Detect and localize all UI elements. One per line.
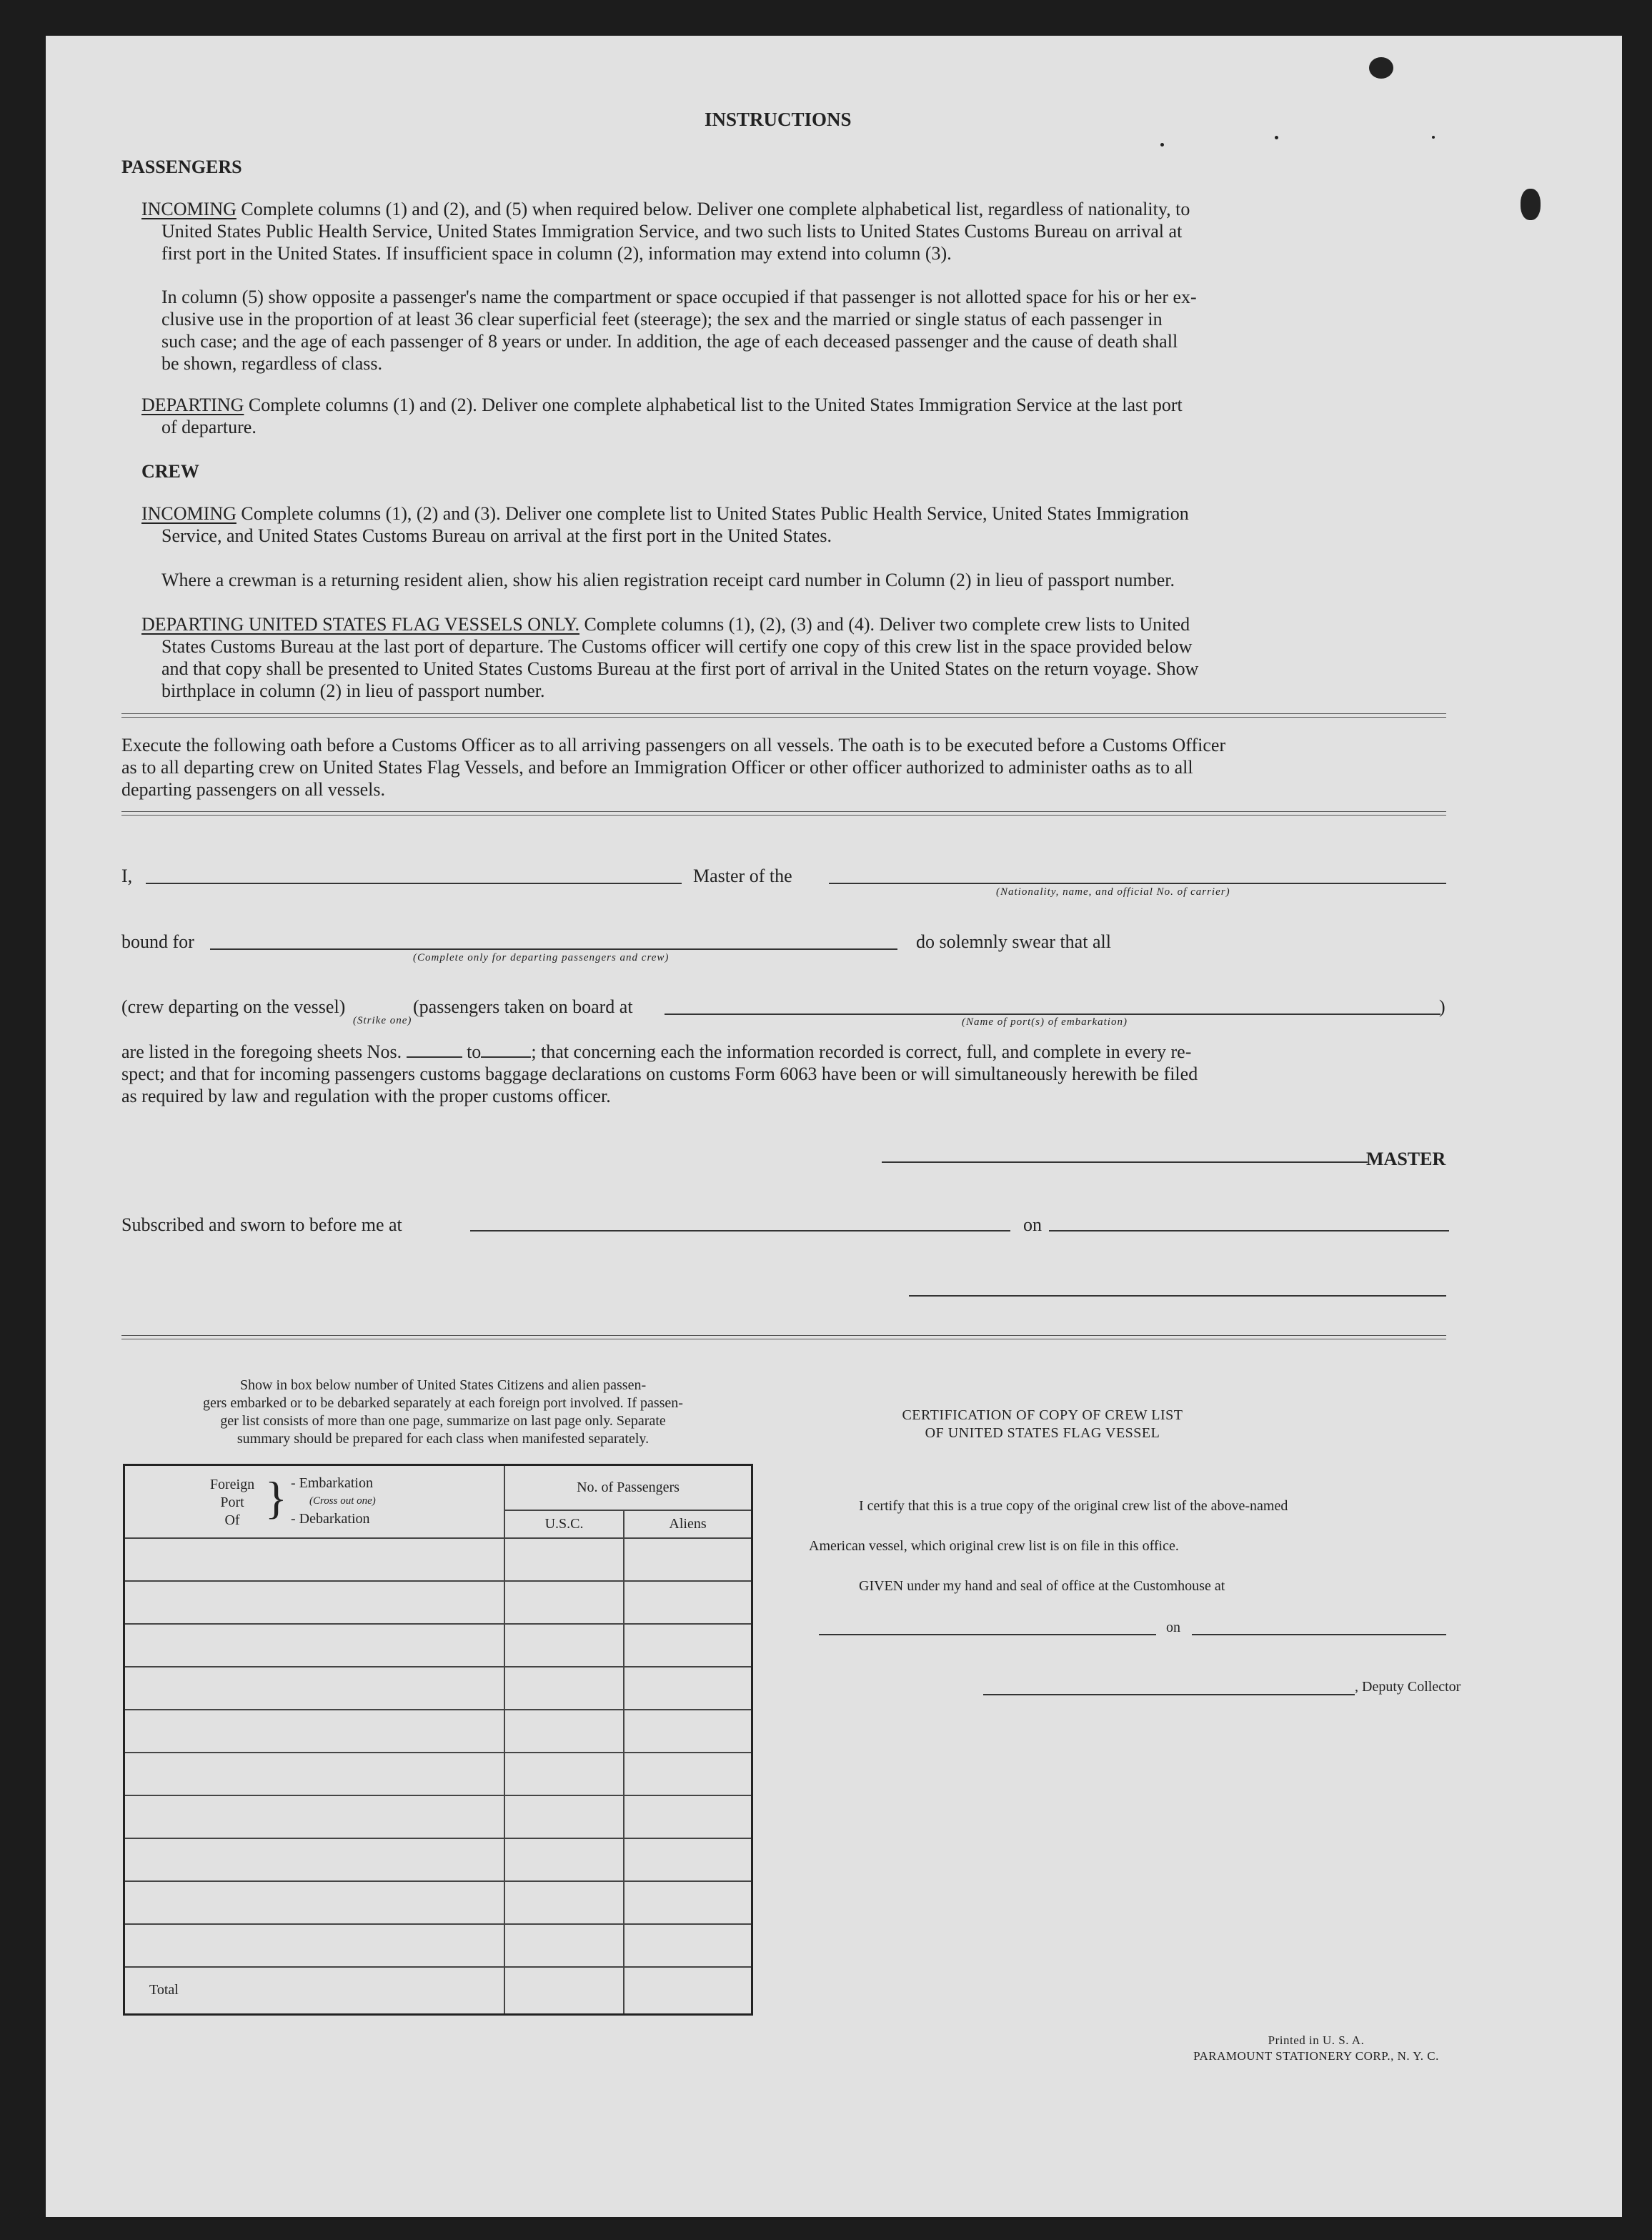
printer-imprint: Printed in U. S. A. PARAMOUNT STATIONERY CORP., N. Y. C. (1193, 2033, 1439, 2063)
sheet-to-field[interactable] (481, 1056, 531, 1058)
bound-for-label: bound for (121, 931, 194, 952)
crew-departing-label: DEPARTING UNITED STATES FLAG VESSELS ONLY. (141, 614, 579, 635)
aliens-cell[interactable] (624, 1753, 752, 1795)
resident-alien-note: Where a crewman is a returning resident alien, show his alien registration receipt card number in Column (2) in lieu of passport number. (161, 570, 1175, 590)
certification-title: CERTIFICATION OF COPY OF CREW LIST OF UNITED STATES FLAG VESSEL (902, 1407, 1183, 1441)
aliens-cell[interactable] (624, 1581, 752, 1624)
crew-departing-option: (crew departing on the vessel) (121, 996, 346, 1017)
carrier-caption: (Nationality, name, and official No. of carrier) (996, 886, 1230, 898)
table-row (124, 1581, 752, 1624)
master-name-field[interactable] (146, 883, 682, 884)
passenger-count-table (123, 1464, 753, 2016)
usc-cell[interactable] (504, 1667, 624, 1710)
table-row (124, 1924, 752, 1967)
aliens-cell[interactable] (624, 1838, 752, 1881)
aliens-cell[interactable] (624, 1881, 752, 1924)
port-cell[interactable] (124, 1753, 505, 1795)
crew-incoming-label: INCOMING (141, 503, 237, 524)
passengers-heading: PASSENGERS (121, 157, 242, 177)
usc-cell[interactable] (504, 1795, 624, 1838)
brace-icon: } (265, 1472, 287, 1523)
crew-departing-line2: States Customs Bureau at the last port of departure. The Customs officer will certify one copy of this crew list in the space provided below (161, 636, 1193, 657)
port-cell[interactable] (124, 1581, 505, 1624)
crew-heading: CREW (141, 461, 199, 482)
speck (1275, 136, 1278, 139)
table-row (124, 1667, 752, 1710)
customhouse-place-field[interactable] (819, 1634, 1156, 1635)
strike-one-caption: (Strike one) (353, 1015, 412, 1026)
passengers-departing-line2: of departure. (161, 417, 257, 437)
oath-intro-line2: as to all departing crew on United States Flag Vessels, and before an Immigration Officer or other officer authorized to administer oaths as to all (121, 757, 1193, 778)
table-row (124, 1753, 752, 1795)
usc-cell[interactable] (504, 1838, 624, 1881)
solemnly-swear: do solemnly swear that all (916, 931, 1111, 952)
crew-departing-line4: birthplace in column (2) in lieu of passport number. (161, 680, 545, 701)
cert-date-field[interactable] (1192, 1634, 1446, 1635)
table-row (124, 1838, 752, 1881)
cert-on-label: on (1166, 1620, 1180, 1635)
port-cell[interactable] (124, 1838, 505, 1881)
divider (121, 713, 1446, 718)
speck (1160, 143, 1164, 147)
bound-for-caption: (Complete only for departing passengers and crew) (413, 952, 670, 963)
passengers-departing-line1: DEPARTING Complete columns (1) and (2). Deliver one complete alphabetical list to the United States Immigration Service at the last port (141, 395, 1183, 415)
aliens-cell[interactable] (624, 1795, 752, 1838)
speck (1432, 136, 1435, 139)
ink-blot (1521, 189, 1541, 220)
subscribed-label: Subscribed and sworn to before me at (121, 1214, 402, 1235)
table-row (124, 1624, 752, 1667)
table-row (124, 1538, 752, 1581)
oath-intro-line3: departing passengers on all vessels. (121, 779, 385, 800)
port-cell[interactable] (124, 1924, 505, 1967)
sheet-from-field[interactable] (407, 1056, 462, 1058)
aliens-cell[interactable] (624, 1538, 752, 1581)
total-label: Total (124, 1967, 505, 2014)
table-row (124, 1710, 752, 1753)
port-cell[interactable] (124, 1710, 505, 1753)
close-paren: ) (1439, 996, 1446, 1017)
document-page (46, 36, 1622, 2217)
crew-incoming-line1: INCOMING Complete columns (1), (2) and (3). Deliver one complete list to United States Public Health Service, United States Immigration (141, 503, 1189, 524)
usc-cell[interactable] (504, 1924, 624, 1967)
usc-cell[interactable] (504, 1581, 624, 1624)
aliens-header: Aliens (624, 1510, 752, 1538)
master-label: MASTER (1366, 1149, 1446, 1169)
total-aliens-cell[interactable] (624, 1967, 752, 2014)
given-line: GIVEN under my hand and seal of office at the Customhouse at (859, 1578, 1225, 1594)
port-cell[interactable] (124, 1667, 505, 1710)
law-line: as required by law and regulation with the proper customs officer. (121, 1086, 611, 1106)
aliens-cell[interactable] (624, 1924, 752, 1967)
port-cell[interactable] (124, 1795, 505, 1838)
total-usc-cell[interactable] (504, 1967, 624, 2014)
embarkation-port-field[interactable] (665, 1014, 1440, 1015)
crew-departing-line1: DEPARTING UNITED STATES FLAG VESSELS ONLY. Complete columns (1), (2), (3) and (4). Deliver two complete crew lists to United (141, 614, 1190, 635)
divider (121, 811, 1446, 816)
carrier-field[interactable] (829, 883, 1446, 884)
master-of-the-label: Master of the (693, 866, 792, 886)
oath-i: I, (121, 866, 133, 886)
deputy-collector-signature-field[interactable] (983, 1694, 1355, 1695)
column5-line3: such case; and the age of each passenger of 8 years or under. In addition, the age of each deceased passenger and the cause of death shall (161, 331, 1178, 352)
passengers-taken-option: (passengers taken on board at (413, 996, 633, 1017)
usc-header: U.S.C. (504, 1510, 624, 1538)
usc-cell[interactable] (504, 1753, 624, 1795)
column5-line1: In column (5) show opposite a passenger's name the compartment or space occupied if that passenger is not allotted space for his or her ex- (161, 287, 1197, 307)
deputy-collector-label: , Deputy Collector (1355, 1679, 1461, 1695)
box-instructions: Show in box below number of United States Citizens and alien passen- gers embarked or to be debarked separately at each foreign port involved. If passen- ger list consists of more than one page, summarize on last page only. Separate summary should be prepared for each class when manifested separately. (203, 1377, 683, 1447)
usc-cell[interactable] (504, 1710, 624, 1753)
port-header-cell: Foreign Port Of } - Embarkation (Cross out one) - Debarkation (124, 1465, 505, 1539)
column5-line4: be shown, regardless of class. (161, 353, 383, 374)
aliens-cell[interactable] (624, 1624, 752, 1667)
on-label: on (1023, 1214, 1042, 1235)
usc-cell[interactable] (504, 1538, 624, 1581)
table-row (124, 1795, 752, 1838)
certify-line1: I certify that this is a true copy of the original crew list of the above-named (859, 1498, 1288, 1514)
port-caption: (Name of port(s) of embarkation) (962, 1016, 1128, 1028)
aliens-cell[interactable] (624, 1667, 752, 1710)
page-title: INSTRUCTIONS (705, 109, 852, 130)
passengers-departing-label: DEPARTING (141, 395, 244, 415)
usc-cell[interactable] (504, 1881, 624, 1924)
table-row (124, 1881, 752, 1924)
usc-cell[interactable] (504, 1624, 624, 1667)
spect-line: spect; and that for incoming passengers customs baggage declarations on customs Form 6063 have been or will simultaneously herewith be filed (121, 1064, 1198, 1084)
bound-for-field[interactable] (210, 948, 897, 950)
passengers-incoming-line2: United States Public Health Service, United States Immigration Service, and two such lists to United States Customs Bureau on arrival at (161, 221, 1183, 242)
divider (121, 1335, 1446, 1339)
port-cell[interactable] (124, 1881, 505, 1924)
aliens-cell[interactable] (624, 1710, 752, 1753)
listed-line: are listed in the foregoing sheets Nos. to ; that concerning each the information recorded is correct, full, and complete in every re- (121, 1041, 1192, 1062)
port-cell[interactable] (124, 1538, 505, 1581)
passengers-incoming-label: INCOMING (141, 199, 237, 219)
sworn-place-field[interactable] (470, 1230, 1010, 1231)
oath-intro-line1: Execute the following oath before a Customs Officer as to all arriving passengers on all vessels. The oath is to be executed before a Customs Officer (121, 735, 1226, 755)
crew-incoming-line2: Service, and United States Customs Bureau on arrival at the first port in the United States. (161, 525, 832, 546)
officer-signature-field[interactable] (909, 1295, 1446, 1297)
master-signature-field[interactable] (882, 1161, 1368, 1163)
column5-line2: clusive use in the proportion of at least 36 clear superficial feet (steerage); the sex and the married or single status of each passenger in (161, 309, 1163, 329)
port-cell[interactable] (124, 1624, 505, 1667)
certify-line2: American vessel, which original crew list is on file in this office. (809, 1538, 1179, 1554)
crew-departing-line3: and that copy shall be presented to United States Customs Bureau at the first port of arrival in the United States on the return voyage. Show (161, 658, 1199, 679)
no-of-passengers-header: No. of Passengers (504, 1465, 752, 1511)
sworn-date-field[interactable] (1049, 1230, 1449, 1231)
passengers-incoming-line3: first port in the United States. If insufficient space in column (2), information may extend into column (3). (161, 243, 952, 264)
passengers-incoming-line1: INCOMING Complete columns (1) and (2), and (5) when required below. Deliver one complete alphabetical list, regardless of nationality, to (141, 199, 1190, 219)
ink-blot (1369, 57, 1393, 79)
